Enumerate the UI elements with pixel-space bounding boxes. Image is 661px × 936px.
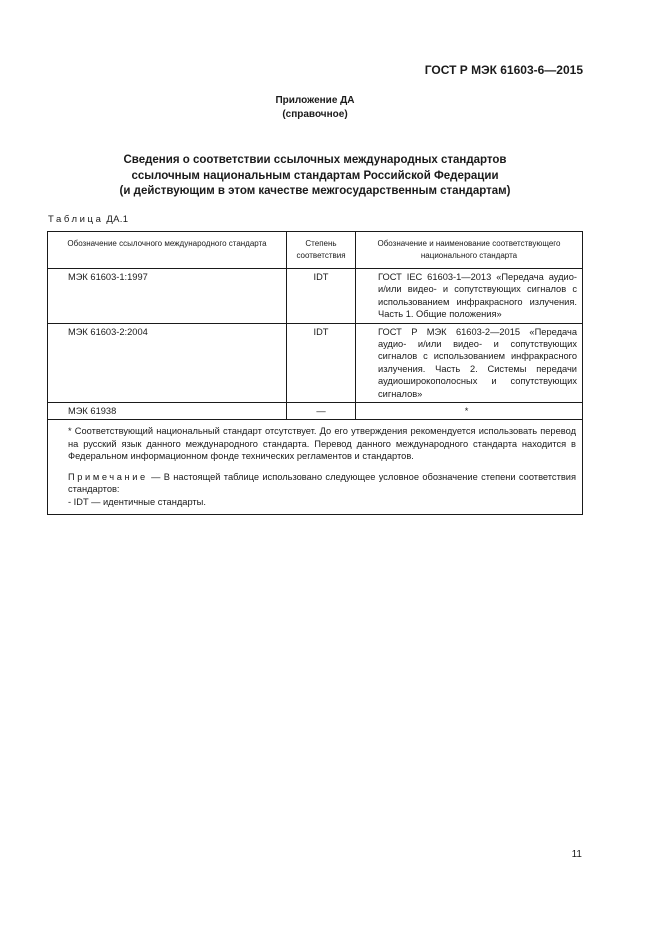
cell-intl-standard: МЭК 61938	[48, 403, 287, 420]
footnote-text: * Соответствующий национальный стандарт отсутствует. До его утверждения рекомендуется использовать перевод на русский язык данного международного стандарта. Перевод данного международного стандарта находится в Федеральном информационном фонде технических регламентов и стандартов.	[68, 426, 576, 462]
title-line-3: (и действующим в этом качестве межгосударственным стандартам)	[119, 185, 511, 197]
cell-degree: IDT	[287, 323, 356, 402]
table-notes	[48, 420, 583, 514]
note-label: Примечание	[68, 471, 148, 482]
table-row	[48, 269, 583, 324]
cell-degree: IDT	[287, 269, 356, 324]
cell-national-standard: *	[356, 403, 583, 420]
table-row	[48, 323, 583, 402]
title-line-1: Сведения о соответствии ссылочных международных стандартов	[123, 154, 507, 166]
header-intl-standard: Обозначение ссылочного международного стандарта	[48, 232, 287, 269]
table-caption	[48, 214, 128, 225]
title-line-2: ссылочным национальным стандартам Российской Федерации	[131, 169, 499, 182]
cell-intl-standard: МЭК 61603-1:1997	[48, 269, 287, 324]
note-item: - IDT — идентичные стандарты.	[68, 496, 206, 507]
cell-degree: —	[287, 403, 356, 420]
note-body: — В настоящей таблице использовано следующее условное обозначение степени соответствия стандартов:	[68, 471, 576, 495]
appendix-heading	[200, 94, 430, 122]
table-caption-word: Таблица	[48, 214, 104, 225]
section-title	[60, 153, 570, 200]
cell-national-standard: ГОСТ Р МЭК 61603-2—2015 «Передача аудио- и/или видео- и сопутствующих сигналов с использованием инфракрасного излучения. Часть 2. Системы передачи аудиоширокополосных и сопутствующих сигналов»	[356, 323, 583, 402]
document-standard-number: ГОСТ Р МЭК 61603-6—2015	[424, 63, 583, 77]
correspondence-table	[47, 231, 583, 515]
appendix-title: Приложение ДА	[275, 95, 355, 106]
appendix-subtitle: (справочное)	[282, 109, 348, 120]
table-header-row	[48, 232, 583, 269]
note-text	[68, 471, 576, 496]
header-degree: Степень соответствия	[287, 232, 356, 269]
table-caption-number: ДА.1	[106, 214, 129, 225]
cell-national-standard: ГОСТ IEC 61603-1—2013 «Передача аудио- и/или видео- и сопутствующих сигналов с использованием инфракрасного излучения. Часть 1. Общие положения»	[356, 269, 583, 324]
cell-intl-standard: МЭК 61603-2:2004	[48, 323, 287, 402]
table-row	[48, 403, 583, 420]
page-number: 11	[571, 849, 582, 860]
table-notes-row	[48, 420, 583, 514]
header-national-standard: Обозначение и наименование соответствующего национального стандарта	[356, 232, 583, 269]
